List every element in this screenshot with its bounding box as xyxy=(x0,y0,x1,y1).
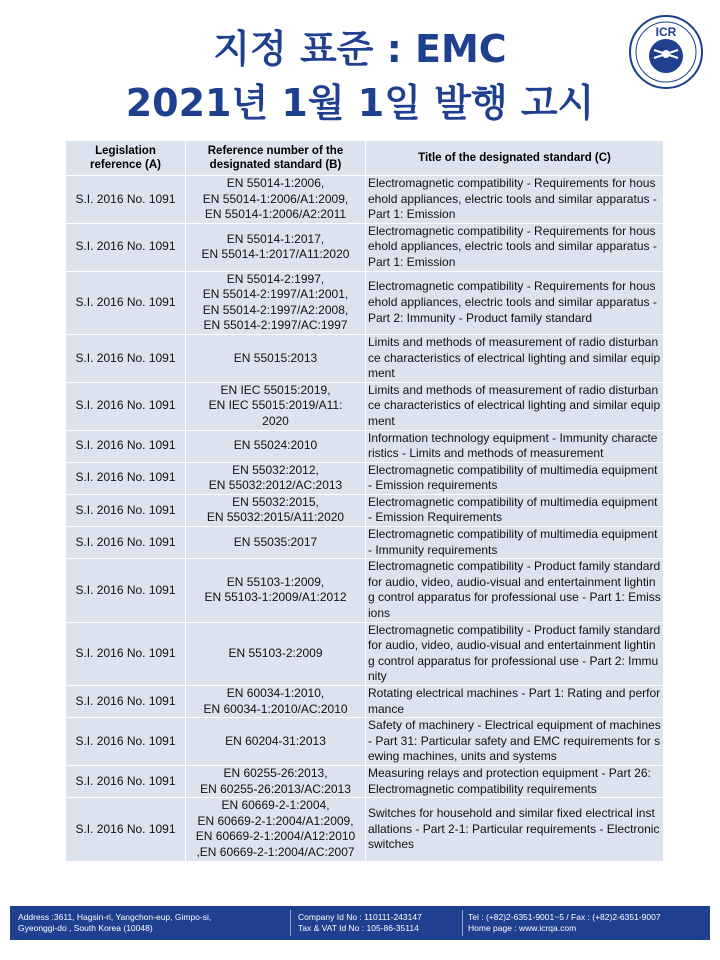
title-cell: Electromagnetic compatibility of multimedia equipment - Emission requirements xyxy=(366,462,664,494)
icr-logo xyxy=(628,14,704,90)
legislation-cell: S.I. 2016 No. 1091 xyxy=(66,176,186,224)
title-cell: Rotating electrical machines - Part 1: Rating and performance xyxy=(366,686,664,718)
title-cell: Electromagnetic compatibility of multimedia equipment - Emission Requirements xyxy=(366,494,664,526)
footer-address: Address :3611, Hagsin-ri, Yangchon-eup, Gimpo-si, Gyeonggi-do , South Korea (10048) xyxy=(18,912,212,933)
title-cell: Electromagnetic compatibility - Requirements for household appliances, electric tools and similar apparatus - Part 1: Emission xyxy=(366,223,664,271)
reference-cell: EN 55014-1:2006, EN 55014-1:2006/A1:2009, EN 55014-1:2006/A2:2011 xyxy=(186,176,366,224)
table-row xyxy=(66,271,664,334)
table-header-row xyxy=(66,141,664,176)
title-cell: Electromagnetic compatibility - Requirements for household appliances, electric tools and similar apparatus - Part 1: Emission xyxy=(366,176,664,224)
table-row xyxy=(66,462,664,494)
table-row xyxy=(66,223,664,271)
table-row xyxy=(66,559,664,622)
title-cell: Switches for household and similar fixed electrical installations - Part 2-1: Particular requirements - Electronic switches xyxy=(366,798,664,861)
page-subtitle: 2021년 1월 1일 발행 고시 xyxy=(125,81,595,125)
legislation-cell: S.I. 2016 No. 1091 xyxy=(66,382,186,430)
table-row xyxy=(66,686,664,718)
table-row xyxy=(66,382,664,430)
reference-cell: EN 60204-31:2013 xyxy=(186,718,366,766)
reference-cell: EN 55103-1:2009, EN 55103-1:2009/A1:2012 xyxy=(186,559,366,622)
legislation-cell: S.I. 2016 No. 1091 xyxy=(66,559,186,622)
legislation-cell: S.I. 2016 No. 1091 xyxy=(66,334,186,382)
legislation-cell: S.I. 2016 No. 1091 xyxy=(66,798,186,861)
logo-text: ICR xyxy=(655,25,677,39)
footer-divider xyxy=(462,910,463,936)
table-row xyxy=(66,430,664,462)
reference-cell: EN 60669-2-1:2004, EN 60669-2-1:2004/A1:2009, EN 60669-2-1:2004/A12:2010 ,EN 60669-2-1:2004/AC:2007 xyxy=(186,798,366,861)
column-header-reference: Reference number of the designated standard (B) xyxy=(186,141,366,176)
reference-cell: EN 55024:2010 xyxy=(186,430,366,462)
legislation-cell: S.I. 2016 No. 1091 xyxy=(66,527,186,559)
title-cell: Electromagnetic compatibility - Product family standard for audio, video, audio-visual and entertainment lighting control apparatus for professional use - Part 2: Immunity xyxy=(366,622,664,685)
table-row xyxy=(66,334,664,382)
footer-contact: Tel : (+82)2-6351-9001~5 / Fax : (+82)2-6351-9007 Home page : www.icrqa.com xyxy=(468,912,661,933)
page-title: 지정 표준 : EMC xyxy=(213,27,507,71)
table-row xyxy=(66,494,664,526)
reference-cell: EN 55103-2:2009 xyxy=(186,622,366,685)
table-row xyxy=(66,176,664,224)
title-cell: Safety of machinery - Electrical equipment of machines - Part 31: Particular safety and EMC requirements for sewing machines, units and systems xyxy=(366,718,664,766)
legislation-cell: S.I. 2016 No. 1091 xyxy=(66,622,186,685)
table-row xyxy=(66,765,664,797)
table-row xyxy=(66,622,664,685)
title-cell: Limits and methods of measurement of radio disturbance characteristics of electrical lighting and similar equipment xyxy=(366,334,664,382)
reference-cell: EN 55014-1:2017, EN 55014-1:2017/A11:2020 xyxy=(186,223,366,271)
reference-cell: EN 60255-26:2013, EN 60255-26:2013/AC:2013 xyxy=(186,765,366,797)
reference-cell: EN 55014-2:1997, EN 55014-2:1997/A1:2001, EN 55014-2:1997/A2:2008, EN 55014-2:1997/AC:1997 xyxy=(186,271,366,334)
legislation-cell: S.I. 2016 No. 1091 xyxy=(66,430,186,462)
legislation-cell: S.I. 2016 No. 1091 xyxy=(66,494,186,526)
table-row xyxy=(66,718,664,766)
standards-table xyxy=(65,140,664,862)
reference-cell: EN IEC 55015:2019, EN IEC 55015:2019/A11: 2020 xyxy=(186,382,366,430)
title-cell: Information technology equipment - Immunity characteristics - Limits and methods of measurement xyxy=(366,430,664,462)
reference-cell: EN 60034-1:2010, EN 60034-1:2010/AC:2010 xyxy=(186,686,366,718)
column-header-title: Title of the designated standard (C) xyxy=(366,141,664,176)
reference-cell: EN 55015:2013 xyxy=(186,334,366,382)
footer-divider xyxy=(290,910,291,936)
reference-cell: EN 55032:2012, EN 55032:2012/AC:2013 xyxy=(186,462,366,494)
title-cell: Electromagnetic compatibility - Requirements for household appliances, electric tools and similar apparatus - Part 2: Immunity - Product family standard xyxy=(366,271,664,334)
title-cell: Electromagnetic compatibility of multimedia equipment - Immunity requirements xyxy=(366,527,664,559)
table-row xyxy=(66,527,664,559)
reference-cell: EN 55032:2015, EN 55032:2015/A11:2020 xyxy=(186,494,366,526)
title-cell: Limits and methods of measurement of radio disturbance characteristics of electrical lighting and similar equipment xyxy=(366,382,664,430)
column-header-legislation: Legislation reference (A) xyxy=(66,141,186,176)
legislation-cell: S.I. 2016 No. 1091 xyxy=(66,718,186,766)
title-cell: Electromagnetic compatibility - Product family standard for audio, video, audio-visual and entertainment lighting control apparatus for professional use - Part 1: Emissions xyxy=(366,559,664,622)
legislation-cell: S.I. 2016 No. 1091 xyxy=(66,462,186,494)
legislation-cell: S.I. 2016 No. 1091 xyxy=(66,686,186,718)
legislation-cell: S.I. 2016 No. 1091 xyxy=(66,271,186,334)
footer xyxy=(10,906,710,940)
title-cell: Measuring relays and protection equipment - Part 26: Electromagnetic compatibility requirements xyxy=(366,765,664,797)
table-row xyxy=(66,798,664,861)
footer-company-ids: Company Id No : 110111-243147 Tax & VAT Id No : 105-86-35114 xyxy=(298,912,422,933)
reference-cell: EN 55035:2017 xyxy=(186,527,366,559)
legislation-cell: S.I. 2016 No. 1091 xyxy=(66,223,186,271)
legislation-cell: S.I. 2016 No. 1091 xyxy=(66,765,186,797)
